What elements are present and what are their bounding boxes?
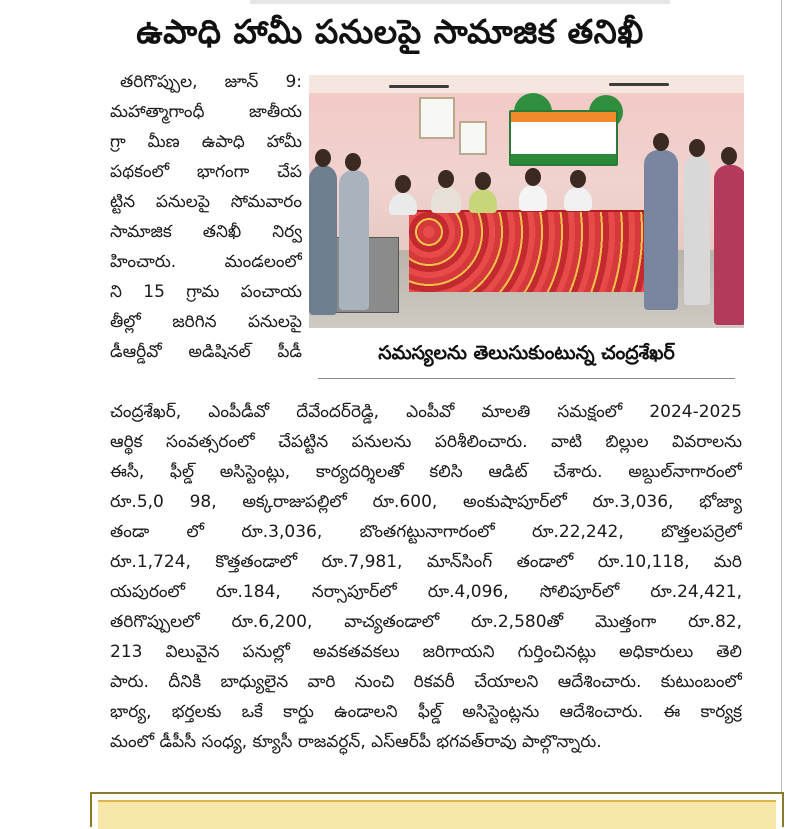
body-line: 213 విలువైన పనుల్లో అవకతవకలు జరిగాయని గుర్తించినట్లు అధికారులు తెలి [110, 642, 742, 662]
seated-person [469, 189, 497, 213]
seated-person [519, 185, 547, 211]
next-article-box [90, 792, 784, 827]
wall-poster [459, 121, 487, 155]
intro-line: ని 15 గ్రామ పంచాయ [110, 282, 302, 302]
intro-line: తీల్లో జరిగిన పనులపై [110, 312, 302, 332]
body-line: చంద్రశేఖర్, ఎంపీడీవో దేవేందర్‌రెడ్డి, ఎంపీవో మాలతి సమక్షంలో 2024-2025 [110, 402, 742, 422]
person-head [475, 172, 491, 190]
previous-article-edge [250, 0, 670, 4]
person-head [570, 170, 586, 188]
person-figure [309, 165, 337, 315]
body-line: పారు. దీనికి బాధ్యులైన వారి నుంచి రికవరీ చేయాలని ఆదేశించారు. కుటుంబంలో [110, 672, 742, 692]
body-line: ఆర్థిక సంవత్సరంలో చేపట్టిన పనులను పరిశీలించారు. వాటి బిల్లుల వివరాలను [110, 432, 742, 452]
column-divider [781, 0, 782, 795]
intro-line: తరిగొప్పుల, జూన్ 9: [120, 72, 302, 92]
ceiling-fan-icon [389, 85, 449, 88]
body-line: రూ.1,724, కొత్తతండాలో రూ.7,981, మాన్‌సింగ్ తండాలో రూ.10,118, మరి [110, 552, 742, 572]
seated-person [431, 187, 461, 213]
intro-line: సామాజిక తనిఖీ నిర్వ [110, 222, 302, 242]
body-line: భార్య, భర్తలకు ఒకే కార్డు ఉండాలని ఫీల్డ్ అసిస్టెంట్లను ఆదేశించారు. ఈ కార్యక్ర [110, 702, 742, 722]
intro-line: మహాత్మాగాంధీ జాతీయ [110, 102, 302, 122]
body-line: రూ.5,0 98, అక్కరాజుపల్లిలో రూ.600, అంకుషాపూర్‌లో రూ.3,036, భోజ్యా [110, 492, 742, 512]
person-figure [684, 155, 710, 305]
news-photo [309, 75, 744, 328]
person-figure [714, 165, 744, 325]
wall-window [419, 97, 455, 139]
intro-line: హించారు. మండలంలో [110, 252, 302, 272]
article-body [110, 397, 742, 757]
intro-line: ట్టిన పనులపై సోమవారం [110, 192, 302, 212]
body-line: యపురంలో రూ.184, నర్సాపూర్‌లో రూ.4,096, సోలిపూర్‌లో రూ.24,421, [110, 582, 742, 602]
standing-speaker [644, 150, 678, 310]
body-line: తండా లో రూ.3,036, బొంతగట్టునాగారంలో రూ.22,242, బొత్తలపర్రెలో [110, 522, 742, 542]
person-head [395, 175, 411, 193]
ceiling-fan-icon [609, 83, 669, 86]
photo-caption: సమస్యలను తెలుసుకుంటున్న చంద్రశేఖర్ [378, 342, 675, 364]
person-head [315, 149, 331, 167]
article-intro-column [110, 67, 302, 367]
caption-divider [318, 378, 735, 379]
body-line: మంలో డీపీసీ సంధ్య, క్యూసీ రాజవర్ధన్, ఎస్ఆర్‌పీ భగవత్‌రావు పాల్గొన్నారు. [110, 732, 602, 752]
person-head [345, 153, 361, 171]
person-head [438, 170, 454, 188]
event-banner [509, 110, 618, 166]
article-headline: ఉపాధి హామీ పనులపై సామాజిక తనిఖీ [136, 12, 644, 51]
person-head [653, 133, 669, 151]
seated-person [564, 187, 592, 211]
person-figure [339, 170, 369, 310]
floral-tablecloth [409, 210, 669, 292]
person-head [721, 147, 737, 165]
body-line: ఈసీ, ఫీల్డ్ అసిస్టెంట్లు, కార్యదర్శిలతో కలిసి ఆడిట్ చేశారు. అబ్దుల్‌నాగారంలో [110, 462, 742, 482]
body-line: తరిగొప్పులలో రూ.6,200, వాచ్యతండాలో రూ.2,580తో మొత్తంగా రూ.82, [110, 612, 742, 632]
intro-line: పథకంలో భాగంగా చేప [110, 162, 302, 182]
intro-line: గ్రా మీణ ఉపాధి హామీ [110, 132, 302, 152]
person-head [689, 139, 705, 157]
photo-ceiling [309, 75, 744, 93]
person-head [525, 168, 541, 186]
seated-person [389, 193, 417, 215]
intro-line: డీఆర్డీవో అడిషినల్ పీడీ [110, 342, 302, 362]
